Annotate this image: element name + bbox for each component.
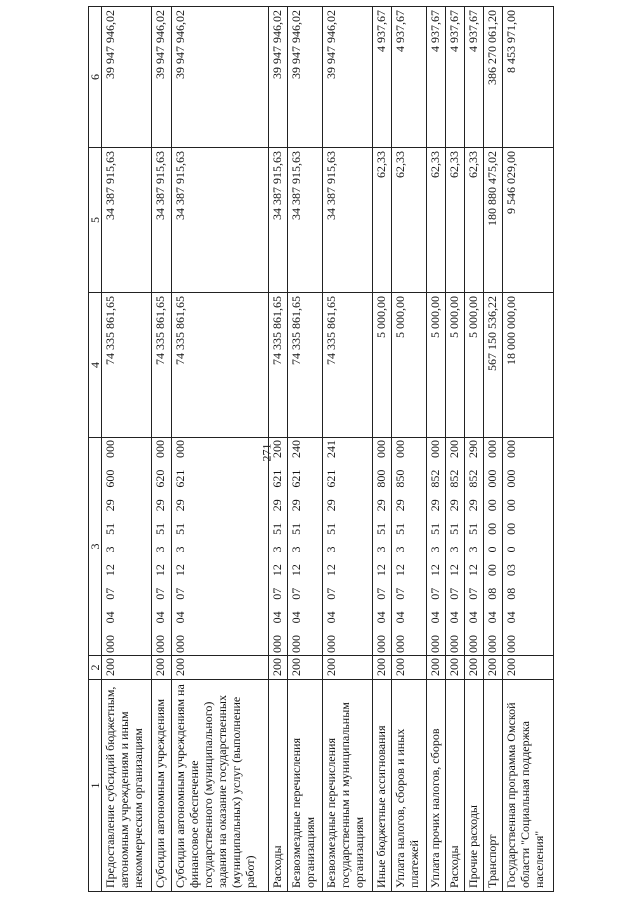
table-row [269,7,288,892]
code-segment: 3 [466,546,481,553]
code-segment: 241 [323,440,338,458]
row-section: 200 [171,656,269,680]
code-segment: 51 [447,522,462,535]
row-value-4: 74 335 861,65 [288,293,323,438]
col-header-1: 1 [89,680,102,892]
row-section: 200 [427,656,446,680]
code-segment: 07 [374,587,389,600]
code-segment: 000 [374,635,389,653]
code-segment: 000 [172,635,187,653]
col-header-5: 5 [89,148,102,293]
row-value-4: 74 335 861,65 [322,293,372,438]
code-segment: 04 [374,611,389,624]
code-segment: 08 [504,587,519,600]
code-segment: 0 [485,546,500,553]
code-segment: 3 [103,546,117,553]
code-segment: 04 [153,611,168,624]
code-segment: 000 [393,635,408,653]
row-name: Расходы [446,680,465,892]
row-name: Безвозмездные перечисления организациям [288,680,323,892]
code-segment: 07 [289,587,304,600]
row-value-5: 180 880 475,02 [484,148,503,293]
code-segment: 29 [323,499,338,512]
code-segment: 3 [289,546,304,553]
row-value-4: 567 150 536,22 [484,293,503,438]
code-segment: 621 [289,469,304,488]
code-segment: 3 [323,546,338,553]
col-header-6: 6 [89,7,102,148]
row-section: 200 [322,656,372,680]
row-code [446,438,465,656]
table-row [465,7,484,892]
code-segment: 000 [466,635,481,653]
code-segment: 04 [103,611,117,624]
row-code [269,438,288,656]
row-section: 200 [446,656,465,680]
row-section: 200 [465,656,484,680]
table-row [392,7,427,892]
row-value-5: 9 546 029,00 [503,148,554,293]
code-segments [103,440,117,653]
row-value-6: 4 937,67 [392,7,427,148]
code-segment: 04 [447,611,462,624]
row-value-4: 18 000 000,00 [503,293,554,438]
row-value-6: 39 947 946,02 [269,7,288,148]
col-header-3: 3 [89,438,102,656]
code-segments [324,440,338,653]
code-segment: 852 [447,469,462,488]
row-code [484,438,503,656]
table-row [503,7,554,892]
code-segments [374,440,388,653]
code-segment: 29 [447,499,462,512]
code-segment: 200 [447,440,462,458]
row-section: 200 [288,656,323,680]
code-segment: 12 [374,564,389,577]
code-segment: 850 [393,469,408,488]
code-segment: 00 [504,499,519,512]
code-segment: 000 [270,635,285,653]
row-value-5: 62,33 [427,148,446,293]
code-segment: 04 [428,611,443,624]
row-name: Уплата налогов, сборов и иных платежей [392,680,427,892]
code-segments [393,440,407,653]
row-value-4: 74 335 861,65 [152,293,171,438]
code-segment: 04 [485,611,500,624]
column-number-row [89,7,102,892]
code-segment: 29 [289,499,304,512]
row-value-6: 8 453 971,00 [503,7,554,148]
code-segment: 000 [485,469,500,488]
row-value-4: 5 000,00 [373,293,392,438]
code-segment: 000 [289,635,304,653]
code-segments [466,440,480,653]
row-value-6: 39 947 946,02 [102,7,152,148]
code-segment: 07 [428,587,443,600]
code-segment: 07 [270,587,285,600]
row-value-4: 5 000,00 [427,293,446,438]
code-segment: 07 [447,587,462,600]
code-segment: 000 [504,469,519,488]
code-segment: 29 [153,499,168,512]
row-value-4: 5 000,00 [392,293,427,438]
row-code [503,438,554,656]
code-segment: 621 [323,469,338,488]
code-segment: 00 [485,499,500,512]
code-segment: 000 [103,635,117,653]
row-value-5: 62,33 [465,148,484,293]
row-name: Прочие расходы [465,680,484,892]
row-value-6: 39 947 946,02 [322,7,372,148]
code-segment: 08 [485,587,500,600]
code-segment: 29 [393,499,408,512]
table-row [322,7,372,892]
row-code [465,438,484,656]
code-segment: 04 [289,611,304,624]
row-value-5: 34 387 915,63 [102,148,152,293]
code-segment: 3 [393,546,408,553]
code-segment: 12 [393,564,408,577]
code-segment: 000 [374,440,389,458]
row-value-6: 4 937,67 [446,7,465,148]
code-segment: 000 [393,440,408,458]
row-value-5: 62,33 [446,148,465,293]
row-value-5: 34 387 915,63 [171,148,269,293]
code-segment: 3 [428,546,443,553]
row-section: 200 [392,656,427,680]
code-segment: 000 [504,635,519,653]
page-number: 271 [259,443,274,462]
code-segment: 51 [103,522,117,535]
row-name: Безвозмездные перечисления государственным и муниципальным организациям [322,680,372,892]
code-segment: 000 [447,635,462,653]
row-value-5: 62,33 [373,148,392,293]
row-value-4: 5 000,00 [446,293,465,438]
row-code [373,438,392,656]
code-segment: 51 [466,522,481,535]
code-segment: 29 [374,499,389,512]
code-segment: 12 [428,564,443,577]
row-name: Иные бюджетные ассигнования [373,680,392,892]
table-row [152,7,171,892]
code-segment: 29 [270,499,285,512]
row-value-4: 74 335 861,65 [102,293,152,438]
code-segment: 12 [466,564,481,577]
code-segment: 3 [447,546,462,553]
row-value-5: 34 387 915,63 [152,148,171,293]
row-section: 200 [152,656,171,680]
code-segment: 200 [270,440,285,458]
row-value-6: 4 937,67 [373,7,392,148]
row-value-4: 5 000,00 [465,293,484,438]
table-body [102,7,554,892]
row-code [102,438,152,656]
code-segment: 000 [485,635,500,653]
code-segment: 04 [466,611,481,624]
row-code [288,438,323,656]
code-segments [428,440,442,653]
code-segment: 07 [323,587,338,600]
row-value-5: 34 387 915,63 [288,148,323,293]
row-value-5: 34 387 915,63 [322,148,372,293]
table-row [446,7,465,892]
row-code [392,438,427,656]
code-segment: 04 [393,611,408,624]
code-segment: 620 [153,469,168,488]
col-header-2: 2 [89,656,102,680]
row-name: Уплата прочих налогов, сборов [427,680,446,892]
row-value-5: 62,33 [392,148,427,293]
code-segment: 12 [103,564,117,577]
code-segment: 51 [153,522,168,535]
code-segment: 000 [485,440,500,458]
code-segment: 000 [428,440,443,458]
row-value-4: 74 335 861,65 [269,293,288,438]
table-row [171,7,269,892]
code-segment: 000 [153,440,168,458]
code-segment: 000 [428,635,443,653]
code-segments [504,440,518,653]
table-row [288,7,323,892]
code-segment: 852 [466,469,481,488]
code-segment: 07 [393,587,408,600]
code-segment: 000 [153,635,168,653]
code-segment: 000 [323,635,338,653]
code-segments [270,440,284,653]
row-name: Предоставление субсидий бюджетным, автономным учреждениям и иным некоммерческим организациям [102,680,152,892]
row-value-6: 39 947 946,02 [152,7,171,148]
code-segment: 000 [504,440,519,458]
row-name: Субсидии автономным учреждениям на финансовое обеспечение государственного (муниципального) задания на оказание государственных (муниципальных) услуг (выполнение работ) [171,680,269,892]
table-row [373,7,392,892]
row-section: 200 [102,656,152,680]
row-value-6: 4 937,67 [427,7,446,148]
row-code [322,438,372,656]
code-segment: 04 [323,611,338,624]
row-value-4: 74 335 861,65 [171,293,269,438]
code-segment: 12 [289,564,304,577]
code-segment: 3 [374,546,389,553]
code-segment: 12 [323,564,338,577]
code-segment: 290 [466,440,481,458]
code-segment: 852 [428,469,443,488]
code-segment: 600 [103,469,117,488]
code-segment: 621 [172,469,187,488]
code-segment: 12 [153,564,168,577]
code-segment: 00 [485,564,500,577]
code-segment: 12 [172,564,187,577]
row-code [152,438,171,656]
code-segment: 3 [172,546,187,553]
table-row [484,7,503,892]
code-segment: 51 [172,522,187,535]
code-segment: 29 [103,499,117,512]
code-segment: 03 [504,564,519,577]
row-section: 200 [373,656,392,680]
code-segment: 04 [504,611,519,624]
row-section: 200 [503,656,554,680]
code-segments [485,440,499,653]
row-value-5: 34 387 915,63 [269,148,288,293]
code-segment: 0 [504,546,519,553]
code-segment: 000 [172,440,187,458]
code-segment: 04 [270,611,285,624]
code-segment: 12 [447,564,462,577]
code-segment: 04 [172,611,187,624]
col-header-4: 4 [89,293,102,438]
code-segment: 29 [466,499,481,512]
code-segment: 3 [270,546,285,553]
code-segment: 800 [374,469,389,488]
code-segment: 51 [374,522,389,535]
budget-table [88,6,554,892]
code-segment: 621 [270,469,285,488]
budget-table-wrapper [88,7,554,892]
code-segment: 51 [270,522,285,535]
code-segment: 00 [485,522,500,535]
row-name: Расходы [269,680,288,892]
row-name: Государственная программа Омской области "Социальная поддержка населения" [503,680,554,892]
code-segment: 51 [428,522,443,535]
row-value-6: 39 947 946,02 [288,7,323,148]
code-segment: 12 [270,564,285,577]
table-row [427,7,446,892]
code-segments [447,440,461,653]
row-section: 200 [269,656,288,680]
row-code [427,438,446,656]
row-value-6: 39 947 946,02 [171,7,269,148]
row-name: Субсидии автономным учреждениям [152,680,171,892]
code-segment: 3 [153,546,168,553]
code-segment: 51 [323,522,338,535]
code-segment: 29 [172,499,187,512]
code-segment: 51 [289,522,304,535]
code-segment: 29 [428,499,443,512]
row-value-6: 386 270 061,20 [484,7,503,148]
row-code [171,438,269,656]
code-segments [173,440,187,653]
code-segments [289,440,303,653]
row-value-6: 4 937,67 [465,7,484,148]
code-segment: 240 [289,440,304,458]
code-segment: 000 [103,440,117,458]
code-segment: 07 [466,587,481,600]
code-segment: 51 [393,522,408,535]
row-section: 200 [484,656,503,680]
code-segment: 00 [504,522,519,535]
code-segments [153,440,167,653]
code-segment: 07 [153,587,168,600]
code-segment: 07 [103,587,117,600]
row-name: Транспорт [484,680,503,892]
code-segment: 07 [172,587,187,600]
table-row [102,7,152,892]
